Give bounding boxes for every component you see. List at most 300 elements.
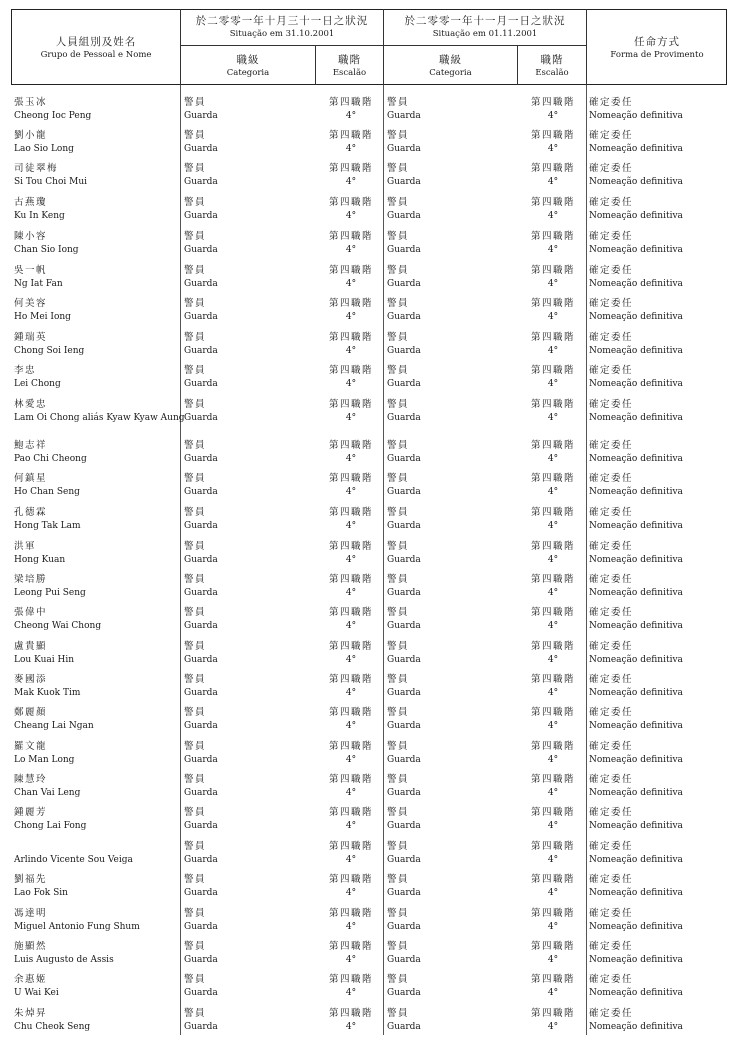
person-name-zh: 梁培勝 xyxy=(14,574,48,585)
form-zh: 確定委任 xyxy=(589,231,634,242)
escalao-number: 4° xyxy=(345,555,357,565)
form-pt: Nomeação definitiva xyxy=(589,144,683,154)
category-zh: 警員 xyxy=(184,97,207,108)
escalao-header-zh: 職階 xyxy=(338,54,361,66)
escalao-zh: 第四職階 xyxy=(530,197,575,208)
category-zh: 警員 xyxy=(184,941,207,952)
category-zh: 警員 xyxy=(184,231,207,242)
category-pt: Guarda xyxy=(387,279,421,289)
escalao-number: 4° xyxy=(345,379,357,389)
escalao-zh: 第四職階 xyxy=(530,874,575,885)
escalao-zh: 第四職階 xyxy=(328,130,373,141)
form-zh: 確定委任 xyxy=(589,807,634,818)
category-zh: 警員 xyxy=(184,574,207,585)
category-zh: 警員 xyxy=(184,607,207,618)
form-zh: 確定委任 xyxy=(589,874,634,885)
person-name-zh: 古燕瓊 xyxy=(14,197,48,208)
person-name-pt: U Wai Kei xyxy=(14,988,59,998)
category-pt: Guarda xyxy=(184,454,218,464)
category-pt: Guarda xyxy=(387,521,421,531)
table-row xyxy=(0,507,746,537)
escalao-number: 4° xyxy=(345,346,357,356)
category-zh: 警員 xyxy=(184,265,207,276)
category-zh: 警員 xyxy=(387,874,410,885)
table-row xyxy=(0,874,746,904)
category-pt: Guarda xyxy=(184,788,218,798)
escalao-zh: 第四職階 xyxy=(328,741,373,752)
escalao-header-pt: Escalão xyxy=(535,68,569,78)
escalao-zh: 第四職階 xyxy=(328,97,373,108)
category-pt: Guarda xyxy=(387,922,421,932)
category-zh: 警員 xyxy=(184,707,207,718)
category-pt: Guarda xyxy=(184,688,218,698)
category-header-pt: Categoria xyxy=(226,68,270,78)
category-pt: Guarda xyxy=(387,855,421,865)
table-row xyxy=(0,1008,746,1038)
person-name-pt: Lou Kuai Hin xyxy=(14,655,75,665)
escalao-number: 4° xyxy=(345,144,357,154)
person-name-pt: Ho Chan Seng xyxy=(14,487,80,497)
person-name-pt: Chong Soi Ieng xyxy=(14,346,85,356)
category-pt: Guarda xyxy=(387,755,421,765)
category-pt: Guarda xyxy=(184,521,218,531)
category-zh: 警員 xyxy=(387,365,410,376)
category-zh: 警員 xyxy=(387,707,410,718)
person-name-zh: 陳慧玲 xyxy=(14,774,48,785)
table-row xyxy=(0,231,746,261)
person-name-zh: 洪軍 xyxy=(14,541,37,552)
form-zh: 確定委任 xyxy=(589,440,634,451)
category-zh: 警員 xyxy=(387,674,410,685)
category-pt: Guarda xyxy=(387,721,421,731)
escalao-number: 4° xyxy=(547,755,559,765)
escalao-number: 4° xyxy=(345,821,357,831)
category-zh: 警員 xyxy=(387,841,410,852)
table-row xyxy=(0,365,746,395)
form-zh: 確定委任 xyxy=(589,1008,634,1019)
escalao-zh: 第四職階 xyxy=(328,774,373,785)
escalao-number: 4° xyxy=(547,588,559,598)
escalao-number: 4° xyxy=(547,487,559,497)
escalao-zh: 第四職階 xyxy=(328,197,373,208)
table-row xyxy=(0,130,746,160)
form-zh: 確定委任 xyxy=(589,97,634,108)
category-pt: Guarda xyxy=(387,144,421,154)
table-row xyxy=(0,473,746,503)
form-zh: 確定委任 xyxy=(589,607,634,618)
escalao-number: 4° xyxy=(547,111,559,121)
escalao-zh: 第四職階 xyxy=(530,741,575,752)
escalao-number: 4° xyxy=(345,721,357,731)
person-name-pt: Cheong Wai Chong xyxy=(14,621,102,631)
escalao-zh: 第四職階 xyxy=(530,641,575,652)
category-pt: Guarda xyxy=(184,955,218,965)
category-pt: Guarda xyxy=(387,487,421,497)
category-zh: 警員 xyxy=(184,163,207,174)
category-pt: Guarda xyxy=(387,413,421,423)
person-name-pt: Lei Chong xyxy=(14,379,61,389)
category-pt: Guarda xyxy=(387,245,421,255)
person-name-zh: 張玉冰 xyxy=(14,97,48,108)
situation2-header-pt: Situação em 01.11.2001 xyxy=(432,29,538,39)
category-zh: 警員 xyxy=(184,365,207,376)
form-pt: Nomeação definitiva xyxy=(589,621,683,631)
person-name-pt: Chan Vai Leng xyxy=(14,788,81,798)
escalao-zh: 第四職階 xyxy=(530,774,575,785)
escalao-number: 4° xyxy=(547,988,559,998)
escalao-zh: 第四職階 xyxy=(328,399,373,410)
form-header-zh: 任命方式 xyxy=(634,36,680,48)
escalao-zh: 第四職階 xyxy=(328,807,373,818)
escalao-zh: 第四職階 xyxy=(530,298,575,309)
escalao-zh: 第四職階 xyxy=(328,231,373,242)
person-name-zh: 朱焯昇 xyxy=(14,1008,48,1019)
form-zh: 確定委任 xyxy=(589,941,634,952)
escalao-number: 4° xyxy=(547,413,559,423)
escalao-number: 4° xyxy=(345,1022,357,1032)
category-pt: Guarda xyxy=(184,821,218,831)
escalao-zh: 第四職階 xyxy=(530,265,575,276)
form-zh: 確定委任 xyxy=(589,707,634,718)
form-zh: 確定委任 xyxy=(589,163,634,174)
form-zh: 確定委任 xyxy=(589,841,634,852)
person-name-zh: 孔德霖 xyxy=(14,507,48,518)
table-row xyxy=(0,674,746,704)
category-zh: 警員 xyxy=(387,1008,410,1019)
escalao-zh: 第四職階 xyxy=(530,440,575,451)
table-row xyxy=(0,265,746,295)
form-pt: Nomeação definitiva xyxy=(589,487,683,497)
escalao-number: 4° xyxy=(345,688,357,698)
table-row xyxy=(0,332,746,362)
category-pt: Guarda xyxy=(387,988,421,998)
form-zh: 確定委任 xyxy=(589,365,634,376)
form-zh: 確定委任 xyxy=(589,974,634,985)
category-zh: 警員 xyxy=(387,399,410,410)
person-name-zh: 陳小容 xyxy=(14,231,48,242)
escalao-header-pt: Escalão xyxy=(332,68,367,78)
category-pt: Guarda xyxy=(387,555,421,565)
category-pt: Guarda xyxy=(184,755,218,765)
escalao-zh: 第四職階 xyxy=(328,674,373,685)
category-zh: 警員 xyxy=(184,332,207,343)
escalao-number: 4° xyxy=(345,988,357,998)
escalao-zh: 第四職階 xyxy=(328,974,373,985)
escalao-zh: 第四職階 xyxy=(530,807,575,818)
person-name-pt: Ho Mei Iong xyxy=(14,312,71,322)
person-name-pt: Ku In Keng xyxy=(14,211,65,221)
situation1-header-pt: Situação em 31.10.2001 xyxy=(229,29,335,39)
form-pt: Nomeação definitiva xyxy=(589,788,683,798)
person-name-pt: Ng Iat Fan xyxy=(14,279,63,289)
category-pt: Guarda xyxy=(184,111,218,121)
table-row xyxy=(0,974,746,1004)
escalao-header-zh: 職階 xyxy=(540,54,564,66)
name-column-header-zh: 人員組別及姓名 xyxy=(55,36,137,48)
form-pt: Nomeação definitiva xyxy=(589,655,683,665)
category-zh: 警員 xyxy=(184,974,207,985)
person-name-zh: 鮑志祥 xyxy=(14,440,48,451)
escalao-zh: 第四職階 xyxy=(328,473,373,484)
category-zh: 警員 xyxy=(184,541,207,552)
category-zh: 警員 xyxy=(184,130,207,141)
category-pt: Guarda xyxy=(184,245,218,255)
form-pt: Nomeação definitiva xyxy=(589,855,683,865)
escalao-number: 4° xyxy=(345,588,357,598)
form-pt: Nomeação definitiva xyxy=(589,988,683,998)
escalao-number: 4° xyxy=(547,788,559,798)
person-name-pt: Cheong Ioc Peng xyxy=(14,111,92,121)
person-name-zh: 何美容 xyxy=(14,298,48,309)
category-pt: Guarda xyxy=(387,312,421,322)
escalao-number: 4° xyxy=(547,855,559,865)
escalao-number: 4° xyxy=(547,279,559,289)
person-name-pt: Lam Oi Chong aliás Kyaw Kyaw Aung xyxy=(14,413,185,423)
category-zh: 警員 xyxy=(184,473,207,484)
category-zh: 警員 xyxy=(387,774,410,785)
person-name-zh: 林愛忠 xyxy=(14,399,48,410)
table-row xyxy=(0,440,746,470)
escalao-number: 4° xyxy=(345,245,357,255)
category-pt: Guarda xyxy=(184,279,218,289)
escalao-zh: 第四職階 xyxy=(530,941,575,952)
person-name-zh: 馮達明 xyxy=(14,908,48,919)
escalao-number: 4° xyxy=(547,245,559,255)
category-zh: 警員 xyxy=(387,641,410,652)
category-pt: Guarda xyxy=(387,821,421,831)
category-pt: Guarda xyxy=(184,211,218,221)
person-name-zh: 鄭麗顏 xyxy=(14,707,48,718)
escalao-zh: 第四職階 xyxy=(530,541,575,552)
escalao-number: 4° xyxy=(547,521,559,531)
person-name-pt: Chong Lai Fong xyxy=(14,821,87,831)
table-row xyxy=(0,163,746,193)
form-pt: Nomeação definitiva xyxy=(589,755,683,765)
person-name-pt: Mak Kuok Tim xyxy=(14,688,81,698)
category-pt: Guarda xyxy=(184,855,218,865)
person-name-pt: Leong Pui Seng xyxy=(14,588,86,598)
escalao-zh: 第四職階 xyxy=(530,908,575,919)
person-name-zh: 何鎮星 xyxy=(14,473,48,484)
escalao-number: 4° xyxy=(345,279,357,289)
table-row xyxy=(0,197,746,227)
escalao-number: 4° xyxy=(345,487,357,497)
form-zh: 確定委任 xyxy=(589,332,634,343)
escalao-zh: 第四職階 xyxy=(328,574,373,585)
escalao-zh: 第四職階 xyxy=(530,974,575,985)
escalao-number: 4° xyxy=(547,346,559,356)
escalao-zh: 第四職階 xyxy=(530,841,575,852)
category-zh: 警員 xyxy=(184,874,207,885)
category-pt: Guarda xyxy=(184,655,218,665)
category-pt: Guarda xyxy=(184,177,218,187)
category-zh: 警員 xyxy=(387,941,410,952)
escalao-zh: 第四職階 xyxy=(530,674,575,685)
category-pt: Guarda xyxy=(387,111,421,121)
category-pt: Guarda xyxy=(387,955,421,965)
escalao-zh: 第四職階 xyxy=(328,541,373,552)
escalao-number: 4° xyxy=(547,888,559,898)
form-zh: 確定委任 xyxy=(589,473,634,484)
escalao-number: 4° xyxy=(547,555,559,565)
form-zh: 確定委任 xyxy=(589,574,634,585)
escalao-number: 4° xyxy=(345,621,357,631)
category-pt: Guarda xyxy=(184,312,218,322)
category-zh: 警員 xyxy=(387,741,410,752)
category-pt: Guarda xyxy=(387,621,421,631)
person-name-zh: 張偉中 xyxy=(14,607,48,618)
category-header-pt: Categoria xyxy=(429,68,472,78)
form-zh: 確定委任 xyxy=(589,265,634,276)
person-name-pt: Arlindo Vicente Sou Veiga xyxy=(14,855,133,865)
table-row xyxy=(0,607,746,637)
escalao-number: 4° xyxy=(547,721,559,731)
escalao-number: 4° xyxy=(345,111,357,121)
form-pt: Nomeação definitiva xyxy=(589,111,683,121)
category-zh: 警員 xyxy=(184,774,207,785)
form-pt: Nomeação definitiva xyxy=(589,922,683,932)
person-name-pt: Si Tou Choi Mui xyxy=(14,177,88,187)
escalao-number: 4° xyxy=(547,379,559,389)
escalao-zh: 第四職階 xyxy=(530,473,575,484)
header-divider xyxy=(180,45,586,46)
escalao-zh: 第四職階 xyxy=(530,607,575,618)
category-zh: 警員 xyxy=(184,440,207,451)
escalao-zh: 第四職階 xyxy=(328,440,373,451)
category-zh: 警員 xyxy=(184,197,207,208)
category-pt: Guarda xyxy=(184,379,218,389)
escalao-zh: 第四職階 xyxy=(328,607,373,618)
escalao-number: 4° xyxy=(345,922,357,932)
form-zh: 確定委任 xyxy=(589,399,634,410)
table-row xyxy=(0,741,746,771)
escalao-number: 4° xyxy=(547,144,559,154)
form-pt: Nomeação definitiva xyxy=(589,177,683,187)
person-name-pt: Chan Sio Iong xyxy=(14,245,79,255)
escalao-zh: 第四職階 xyxy=(328,941,373,952)
category-pt: Guarda xyxy=(184,621,218,631)
category-zh: 警員 xyxy=(184,674,207,685)
person-name-zh: 余惠姬 xyxy=(14,974,48,985)
table-row xyxy=(0,541,746,571)
person-name-zh: 鍾瑞英 xyxy=(14,332,48,343)
category-zh: 警員 xyxy=(184,641,207,652)
category-pt: Guarda xyxy=(387,454,421,464)
escalao-number: 4° xyxy=(345,413,357,423)
category-pt: Guarda xyxy=(387,655,421,665)
table-row xyxy=(0,774,746,804)
escalao-number: 4° xyxy=(547,955,559,965)
escalao-number: 4° xyxy=(547,821,559,831)
category-pt: Guarda xyxy=(387,177,421,187)
escalao-zh: 第四職階 xyxy=(530,163,575,174)
table-row xyxy=(0,574,746,604)
category-zh: 警員 xyxy=(387,574,410,585)
category-zh: 警員 xyxy=(184,741,207,752)
escalao-number: 4° xyxy=(345,312,357,322)
escalao-number: 4° xyxy=(345,855,357,865)
escalao-number: 4° xyxy=(547,655,559,665)
escalao-number: 4° xyxy=(547,312,559,322)
person-name-pt: Hong Kuan xyxy=(14,555,66,565)
form-pt: Nomeação definitiva xyxy=(589,588,683,598)
escalao-number: 4° xyxy=(345,888,357,898)
person-name-zh: 司徒翠梅 xyxy=(14,163,59,174)
category-zh: 警員 xyxy=(387,231,410,242)
escalao-number: 4° xyxy=(547,211,559,221)
form-pt: Nomeação definitiva xyxy=(589,555,683,565)
form-pt: Nomeação definitiva xyxy=(589,379,683,389)
form-pt: Nomeação definitiva xyxy=(589,1022,683,1032)
category-zh: 警員 xyxy=(387,473,410,484)
category-zh: 警員 xyxy=(184,841,207,852)
escalao-zh: 第四職階 xyxy=(328,365,373,376)
category-zh: 警員 xyxy=(387,974,410,985)
escalao-zh: 第四職階 xyxy=(328,265,373,276)
table-row xyxy=(0,941,746,971)
form-zh: 確定委任 xyxy=(589,541,634,552)
category-zh: 警員 xyxy=(387,130,410,141)
escalao-zh: 第四職階 xyxy=(328,874,373,885)
person-name-zh: 李忠 xyxy=(14,365,37,376)
escalao-zh: 第四職階 xyxy=(328,1008,373,1019)
escalao-number: 4° xyxy=(547,922,559,932)
table-row xyxy=(0,298,746,328)
category-pt: Guarda xyxy=(184,413,218,423)
category-zh: 警員 xyxy=(184,1008,207,1019)
form-zh: 確定委任 xyxy=(589,197,634,208)
escalao-number: 4° xyxy=(345,955,357,965)
escalao-number: 4° xyxy=(345,177,357,187)
table-row xyxy=(0,908,746,938)
person-name-pt: Pao Chi Cheong xyxy=(14,454,87,464)
table-row xyxy=(0,641,746,671)
category-pt: Guarda xyxy=(184,346,218,356)
table-row xyxy=(0,807,746,837)
category-pt: Guarda xyxy=(184,555,218,565)
escalao-zh: 第四職階 xyxy=(530,332,575,343)
escalao-number: 4° xyxy=(547,1022,559,1032)
escalao-number: 4° xyxy=(345,788,357,798)
table-row xyxy=(0,97,746,127)
person-name-pt: Miguel Antonio Fung Shum xyxy=(14,922,140,932)
escalao-zh: 第四職階 xyxy=(530,399,575,410)
category-pt: Guarda xyxy=(184,988,218,998)
form-pt: Nomeação definitiva xyxy=(589,312,683,322)
category-pt: Guarda xyxy=(184,922,218,932)
person-name-zh: 施顯然 xyxy=(14,941,48,952)
category-pt: Guarda xyxy=(184,588,218,598)
escalao-zh: 第四職階 xyxy=(530,707,575,718)
category-zh: 警員 xyxy=(387,440,410,451)
category-zh: 警員 xyxy=(387,332,410,343)
category-zh: 警員 xyxy=(184,399,207,410)
person-name-pt: Cheang Lai Ngan xyxy=(14,721,94,731)
form-zh: 確定委任 xyxy=(589,674,634,685)
category-pt: Guarda xyxy=(387,346,421,356)
category-pt: Guarda xyxy=(184,144,218,154)
form-pt: Nomeação definitiva xyxy=(589,688,683,698)
category-zh: 警員 xyxy=(387,265,410,276)
form-zh: 確定委任 xyxy=(589,641,634,652)
category-zh: 警員 xyxy=(184,507,207,518)
category-zh: 警員 xyxy=(184,908,207,919)
person-name-zh: 劉小龍 xyxy=(14,130,48,141)
escalao-zh: 第四職階 xyxy=(328,507,373,518)
form-zh: 確定委任 xyxy=(589,298,634,309)
category-pt: Guarda xyxy=(184,721,218,731)
category-zh: 警員 xyxy=(387,163,410,174)
